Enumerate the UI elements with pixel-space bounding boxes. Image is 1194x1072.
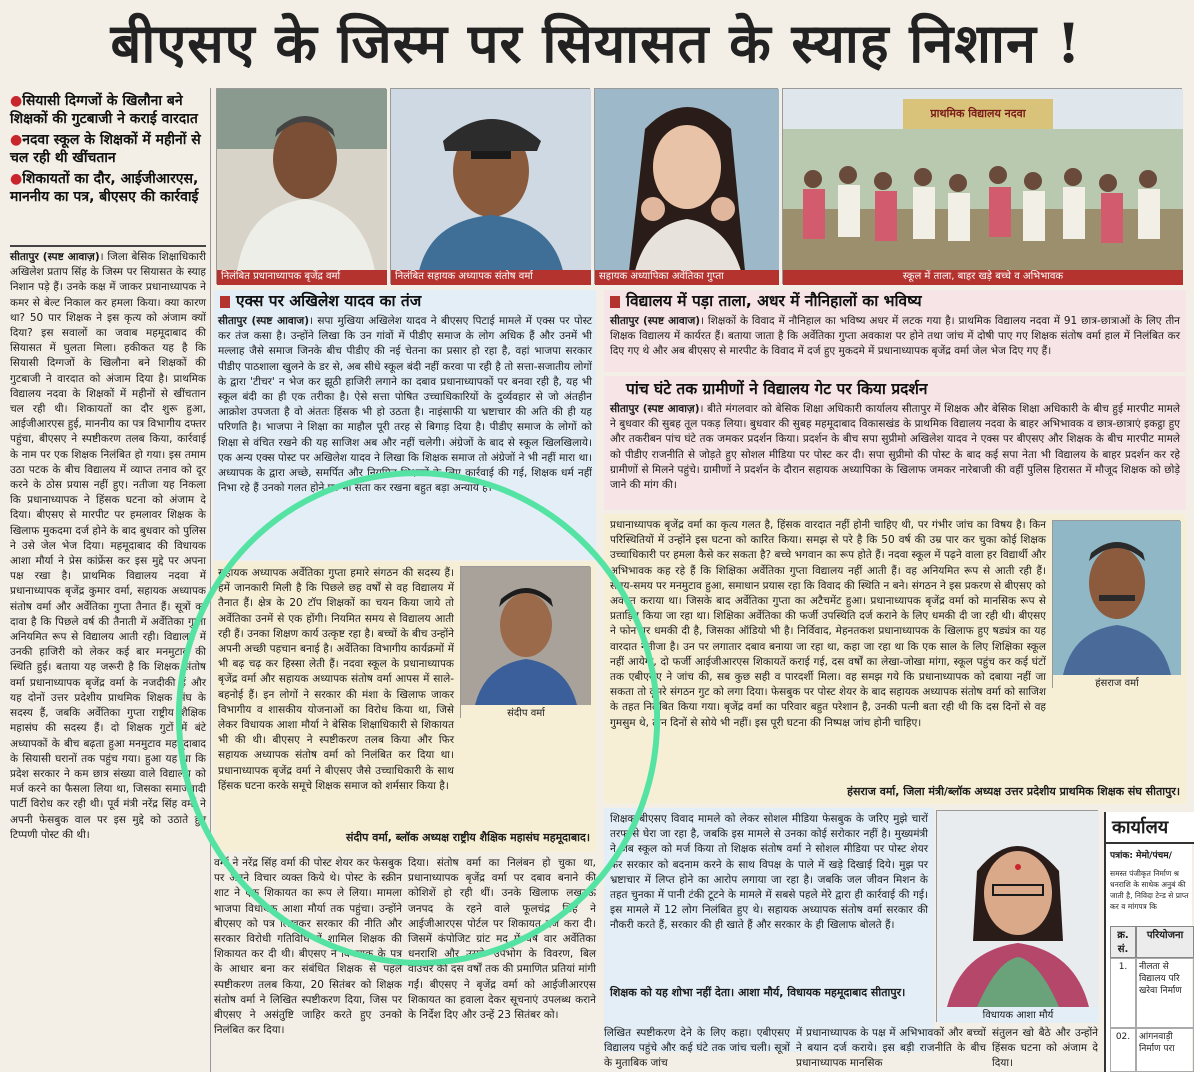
lock-article <box>610 314 1180 370</box>
asha-quote: शिक्षक को यह शोभा नहीं देता। आशा मौर्य, विधायक महमूदाबाद सीतापुर। <box>610 986 906 999</box>
sidebar-title: कार्यालय <box>1106 812 1194 844</box>
table-cell: 1. <box>1110 958 1136 1028</box>
continuation-column-1: वर्मा ने नरेंद्र सिंह वर्मा की पोस्ट शेयर कर फेसबुक पर अपने विचार व्यक्त किये थे। पोस्ट के स्क्रीन शाट ने एक शिकायत का रूप ले लिया। मामला भाजपा विधायक आशा मौर्या तक पहुंचा। उन्होंने बीएसए को पत्र लिखकर सरकार की नीति और सरकार विरोधी गतिविधि में शामिल शिक्षक की शिकायत कर दी थी। बीएसए ने विधायक के पत्र के आधार बना कर संबंधित शिक्षक से पहले स्पष्टीकरण तलब किया, 20 सितंबर को शिक्षक संतोष वर्मा ने लिखित स्पष्टीकरण दिया, जिस पर बीएसए ने असंतुष्टि जाहिर करते हुए उनको निलंबित कर दिया। <box>214 857 402 1037</box>
table-cell: आंगनवाड़ी निर्माण परा <box>1136 1028 1194 1072</box>
hansraj-signature: हंसराज वर्मा, जिला मंत्री/ब्लॉक अध्यक्ष उत्तर प्रदेशीय प्राथमिक शिक्षक संघ सीतापुर। <box>847 785 1180 798</box>
table-cell: 02. <box>1110 1028 1136 1072</box>
quote-text: शिक्षक-बीएसए विवाद मामले को लेकर सोशल मीडिया फेसबुक के जरिए मुझे चारों तरफ से घेरा जा रहा है, जबकि इस मामले से उनका कोई सरोकार नहीं है। मुख्यमंत्री ने जब स्कूल को मर्ज किया तो शिक्षक संतोष वर्मा ने सोशल मीडिया पर पोस्ट शेयर कर सरकार को बदनाम करने के साथ विपक्ष के पाले में खड़े दिखाई दिये। मुझ पर भ्रष्टाचार में लिप्त होने का आरोप लगाया जा रहा है। जबकि जल जीवन मिशन के तहत चुनका में पानी टंकी टूटने के मामले में सबसे पहले मेरे द्वारा ही कार्रवाई की गई। इस मामले में 12 लोग निलंबित हुए थे। सहायक अध्यापक संतोष वर्मा सरकार की नौकरी करते हैं, सरकार की ही खाते हैं और सरकार के ही खिलाफ बोलते हैं। <box>610 813 928 932</box>
photo-hansraj <box>1052 520 1180 688</box>
article-text: । बीते मंगलवार को बेसिक शिक्षा अधिकारी कार्यालय सीतापुर में शिक्षक और बेसिक शिक्षा अधिकारी के बीच हुई मारपीट मामले ने बुधवार की सुबह तूल पकड़ लिया। बुधवार की सुबह महमूदाबाद विकासखंड के प्राथमिक विद्यालय नदवा के बाहर अभिभावक व छात्र-छात्राएं इकट्ठा हुए और तकरीबन पांच घंटे तक जमकर प्रदर्शन किया। प्रदर्शन के बीच सपा सुप्रीमो अखिलेश यादव ने एक्स पर बीएसए और शिक्षक के बीच मारपीट मामले को पीडीए राजनीति से जोड़ते हुए सोशल मीडिया पर पोस्ट कर दी। सपा सुप्रीमो की पोस्ट के बाद कई सपा नेता भी विद्यालय के बाहर प्रदर्शन कर रहे ग्रामीणों से मिलने पहुंचे। ग्रामीणों ने प्रदर्शन के दौरान सहायक अध्यापिका के खिलाफ जमकर नारेबाजी की वहीं पुलिस हिरासत में मौजूद शिक्षक को छोड़े जाने की मांग की। <box>610 403 1180 492</box>
photo-caption: सहायक अध्यापिका अर्वेतिका गुप्ता <box>595 270 779 285</box>
highlight-item: ●सियासी दिग्गजों के खिलौना बने शिक्षकों की गुटबाजी ने कराई वारदात <box>10 93 198 127</box>
table-cell: नीलता से विद्यालय परि खरेवा निर्माण <box>1136 958 1194 1028</box>
portrait-image <box>937 811 1099 1007</box>
article-text: । शिक्षकों के विवाद में नौनिहाल का भविष्य अधर में लटक गया है। प्राथमिक विद्यालय नदवा में 91 छात्र-छात्राओं के लिए तीन शिक्षक विद्यालय में कार्यरत हैं। बताया जाता है कि अर्वेतिका गुप्ता अवकाश पर होने तथा जांच में दोषी पाए गए शिक्षक संतोष वर्मा हाल में निलंबित कर दिए गए थे और अब बीएसए से मारपीट के विवाद में दर्ज हुए मुकदमे में प्रधानाध्यापक बृजेंद्र वर्मा जेल भेज दिए गए हैं। <box>610 315 1180 358</box>
table-header: परियोजना <box>1136 926 1194 958</box>
bottom-column-3: संतुलन खो बैठे और उन्होंने हिंसक घटना को अंजाम दे दिया। <box>992 1027 1098 1070</box>
highlights <box>10 92 205 242</box>
dateline: सीतापुर (स्पष्ट आवाज़) <box>610 403 700 415</box>
photo-asha <box>936 810 1098 1022</box>
photo-school-protest <box>782 88 1182 284</box>
photo-caption: स्कूल में ताला, बाहर खड़े बच्चे व अभिभावक <box>783 270 1183 285</box>
akhilesh-heading: एक्स पर अखिलेश यादव का तंज <box>236 292 422 310</box>
quote-text: सहायक अध्यापक अर्वेतिका गुप्ता हमारे संगठन की सदस्य हैं। हमें जानकारी मिली है कि पिछले छह वर्षों से वह विद्यालय में तैनात हैं। क्षेत्र के 20 टॉप शिक्षकों का चयन किया जाये तो अर्वेतिका उनमें से एक होंगी। नियमित समय से विद्यालय आती रही हैं। उनका शिक्षण कार्य उत्कृष्ट रहा है। बच्चों के बीच उन्होंने अपनी अच्छी पहचान बनाई है। अर्वेतिका विभागीय कार्यक्रमों में भी बढ़ चढ़ कर हिस्सा लेती हैं। नदवा स्कूल के प्रधानाध्यापक बृजेंद्र वर्मा और सहायक अध्यापक संतोष वर्मा आपस में साले-बहनोई हैं। इन लोगों ने सरकार की मंशा के खिलाफ जाकर विभागीय व शासकीय योजनाओं का विरोध किया था, जिसे लेकर विधायक आशा मौर्या ने बेसिक शिक्षाधिकारी से शिकायत भी की थी। बीएसए ने स्पष्टीकरण तलब किया और फिर सहायक अध्यापक संतोष वर्मा को निलंबित कर दिया था। प्रधानाध्यापक बृजेंद्र वर्मा ने बीएसए जैसे उच्चाधिकारी के साथ हिंसक घटना करके समूचे शिक्षक समाज को शर्मसार किया है। <box>218 567 454 792</box>
lock-heading: विद्यालय में पड़ा ताला, अधर में नौनिहालों का भविष्य <box>626 292 922 310</box>
table-header: क्र. सं. <box>1110 926 1136 958</box>
photo-caption: निलंबित सहायक अध्यापक संतोष वर्मा <box>391 270 591 285</box>
photo-caption: संदीप वर्मा <box>461 705 591 719</box>
photo-headmaster <box>216 88 386 284</box>
portrait-image <box>595 89 779 271</box>
column-rule <box>210 88 211 1072</box>
photo-caption: निलंबित प्रधानाध्यापक बृजेंद्र वर्मा <box>217 270 387 285</box>
portrait-image <box>1053 521 1181 675</box>
bullet-icon: ● <box>10 132 23 148</box>
highlight-item: ●शिकायतों का दौर, आईजीआरएस, माननीय का पत्र, बीएसए की कार्रवाई <box>10 171 199 205</box>
portrait-image <box>217 89 387 271</box>
quote-text: प्रधानाध्यापक बृजेंद्र वर्मा का कृत्य गलत है, हिंसक वारदात नहीं होनी चाहिए थी, पर गंभीर जांच का विषय है। किन परिस्थितियों में उन्होंने इस घटना को कारित किया। समझ से परे है कि 50 वर्ष की उम्र पार कर चुका कोई शिक्षक उच्चाधिकारी पर हमला कैसे कर सकता है? बच्चे भगवान का रूप होते हैं। नदवा स्कूल में पढ़ने वाला हर विद्यार्थी और अभिभावक कह रहे हैं कि शिक्षिका अर्वेतिका गुप्ता विद्यालय नहीं आती हैं। वह अनियमित रूप से आती रही हैं। समय-समय पर मनमुटाव हुआ, समाधान प्रयास रहा कि विवाद की स्थिति न बने। संगठन ने इस प्रकरण से बीएसए को अवगत कराया था। जिसके बाद अर्वेतिका गुप्ता का अटैचमेंट हुआ। प्रधानाध्यापक बृजेंद्र वर्मा को मानसिक रूप से प्रताड़ित किया जा रहा था। शिक्षिका अर्वेतिका की फर्जी उपस्थिति दर्ज कराने के लिए धमकी दी जा रही थी। बीएसए ने फोन पर धमकी दी है, जिसका ऑडियो भी है। निर्विवाद, मेहनतकश प्रधानाध्यापक के खिलाफ हुए षड्यंत्र का यह वारदात नतीजा है। उन पर लगातार दबाव बनाया जा रहा था, कहा जा रहा था कि एक साल के लिए शिक्षिका स्कूल नहीं आयेगी, दो फर्जी आईजीआरएस शिकायतें कराई गई, दस वर्षों का लेखा-जोखा मांगा, स्कूल पहुंच कर कई घंटों तक एबीएसए ने जांच की, सब कुछ सही व पारदर्शी मिला। वह समझ गये कि प्रधानाध्यापक को दबाया नहीं जा सकता तो दूसरे संगठन गुट को लगा दिया। फेसबुक पर पोस्ट शेयर के बाद सहायक अध्यापक संतोष वर्मा को साजिश के तहत निलंबित किया गया। बृजेंद्र वर्मा का परिवार बहुत परेशान है, उनकी पत्नी बता रही थी कि दस दिनों से वह गुमसुम थे, तीन दिनों से सोये भी नहीं। इस पूरी घटना की निष्पक्ष जांच होनी चाहिए। <box>610 519 1046 729</box>
protest-article <box>610 402 1180 508</box>
article-text: । सपा मुखिया अखिलेश यादव ने बीएसए पिटाई मामले में एक्स पर पोस्ट कर तंज कसा है। उन्होंने लिखा कि उन गांवों में पीडीए समाज के लोग अधिक हैं और उनमें भी मल्लाह जैसे समाज जिनके बीच पीडीए की नई चेतना का प्रसार हो रहा है, वहां भाजपा सरकार पीडीए पाठशाला खुलने के डर से, अब सीधे स्कूल बंदी नहीं करवा पा रही है तो सत्ता-सजातीय लोगों के द्वारा 'टीचर' न भेज कर झूठी हाजिरी लगाने का दबाव प्रधानाध्यापकों पर बनवा रही है, यह भी स्कूल बंदी का ही एक तरीका है। ऐसे सत्ता पोषित उच्चाधिकारियों के दुर्व्यवहार से जो अंतहीन आक्रोश उपजता है वो अंततः हिंसक भी हो उठता है। नाइंसाफी या भ्रष्टाचार की अति की ही यह परिणति है। भाजपा ने शिक्षा का माहौल पूरी तरह से बिगाड़ दिया है। पीडीए समाज के लोगों को शिक्षा से वंचित रखने की यह साजिश अब और नहीं चलेगी। अंग्रेजों के बाद से स्कूल खिलखिलाये। एक अन्य एक्स पोस्ट पर अखिलेश यादव ने लिखा कि शिक्षक समाज तो अंग्रेजों ने भी नहीं मारा था। अध्यापक के द्वारा अच्छे, समर्पित और नियमित शिक्षकों के लिए कार्रवाई की गई, शिक्षक धर्म नहीं निभा रहे हैं उनको गलत होने पर भी सता कर रखना बहुत बड़ा अन्याय है। <box>218 315 593 495</box>
headline: बीएसए के जिस्म पर सियासत के स्याह निशान ! <box>110 11 1082 75</box>
sidebar-text: समस्त पंजीकृत निर्माण श्र धनराशि के साथेक अनुबं की जाती है, निविदा टेन्ड से प्राप्त कर व मांगपत्र कि <box>1110 869 1189 911</box>
dateline: सीतापुर (स्पष्ट आवाज) <box>218 315 310 327</box>
sidebar-sub: पत्रांक: मेमो/पंचम/ <box>1110 851 1172 861</box>
photo-caption: हंसराज वर्मा <box>1053 675 1181 689</box>
school-sign: प्राथमिक विद्यालय नदवा <box>930 107 1026 120</box>
article-text: । जिला बेसिक शिक्षाधिकारी अखिलेश प्रताप सिंह के जिस्म पर सियासत के स्याह निशान पड़े हैं। उनके कक्ष में जाकर प्रधानाध्यापक ने कमर से बेल्ट निकाल कर हमला किया। क्या कारण था? 50 पार शिक्षक ने इस कृत्य को अंजाम क्यों दिया? इस सवालों का जवाब महमूदाबाद की सियासत में घुलता मिला। हकीकत यह है कि सियासी दिग्गजों के खिलौना बने शिक्षकों की गुटबाजी ने वारदात को अंजाम दिया है। प्राथमिक विद्यालय नदवा के शिक्षकों में महीनों से खींचतान चल रही थी। शिकायतों का दौर शुरू हुआ, आईजीआरएस हुई, माननीय का पत्र विभागीय दफ्तर पहुंचा, बीएसए ने स्पष्टीकरण तलब किया, कार्रवाई के नाम पर एक शिक्षक निलंबित हो गया। इस तमाम उठा पटक के बीच विद्यालय में व्याप्त तनाव को दूर करने के ठोस प्रयास नहीं हुए। नतीजा यह निकला कि प्रधानाध्यापक ने हिंसक घटना को अंजाम दे दिया। बीएसए से मारपीट पर हमलावर शिक्षक के खिलाफ मुकदमा दर्ज होने के बाद बुधवार को पुलिस ने उसे जेल भेज दिया। महमूदाबाद की विधायक आशा मौर्या ने प्रेस कांफ्रेंस कर इस मुद्दे पर अपना पक्ष रखा है। प्राथमिक विद्यालय नदवा में प्रधानाध्यापक बृजेंद्र कुमार वर्मा, सहायक अध्यापक संतोष वर्मा और अर्वेतिका गुप्ता तैनात हैं। सूत्रों का दावा है कि पिछले वर्ष की तैनाती में अर्वेतिका गुप्ता अनियमित रूप से विद्यालय आती रही। विद्यालय में उनकी हाजिरी को लेकर कई बार मनमुटाव की स्थिति हुई। बताया यह जरूरी है कि शिक्षक संतोष वर्मा प्रधानाध्यापक बृजेंद्र वर्मा के नजदीकी हैं और यह दोनों उत्तर प्रदेशीय प्राथमिक शिक्षक संघ के सदस्य हैं, जबकि अर्वेतिका गुप्ता राष्ट्रीय शैक्षिक महासंघ की सदस्य हैं। दो शिक्षक गुटों में बंटे अध्यापकों के बीच बढ़ता हुआ मनमुटाव महमूदाबाद के सियासी घरानों तक पहुंच गया। हुआ यह था कि प्रदेश सरकार ने कम छात्र संख्या वाले विद्यालय को मर्ज करने का फैसला लिया था, जिसका समाजवादी पार्टी विरोध कर रही थी। पूर्व मंत्री नरेंद्र सिंह वर्मा ने अपनी फेसबुक वाल पर इस मुद्दे को उठाते हुए टिप्पणी पोस्ट की थी। <box>10 251 206 841</box>
notice-sidebar <box>1104 812 1192 1072</box>
dateline: सीतापुर (स्पष्ट आवाज) <box>610 315 701 327</box>
bullet-icon: ● <box>10 171 23 187</box>
heading-marker <box>610 296 620 308</box>
bullet-icon: ● <box>10 93 23 109</box>
asha-article <box>610 812 928 980</box>
portrait-image <box>391 89 591 271</box>
continuation-column-2: दिया। संतोष वर्मा का निलंबन हो चुका था, प्रधानाध्यापक बृजेंद्र वर्मा पर दबाव बनाने की कोशिशें हो रही थीं। उनके खिलाफ लखनऊ जनपद के रहने वाले फूलचंद्र सिंह ने आईजीआरएस पोर्टल पर शिकायत दर्ज करा दी। जिसमें कंपोजिट ग्रांट मद में वर्ष वार अर्वेतिका धनराशि और उसके उपभोग के विवरण, बिल वाउचर की दस वर्षों तक की प्रमाणित प्रतियां मांगी गईं। बीएसए ने बृजेंद्र वर्मा को आईजीआरएस शिकायत का हवाला देकर सूचनाएं उपलब्ध कराने के निर्देश दिए और उन्हें 23 सितंबर को। <box>408 857 596 1022</box>
left-column-article <box>10 250 206 1072</box>
photo-caption: विधायक आशा मौर्य <box>937 1007 1099 1023</box>
bottom-column-1: लिखित स्पष्टीकरण देने के लिए कहा। एबीएसए विद्यालय पहुंचे और कई घंटे तक जांच चली। सूत्रों के मुताबिक जांच <box>604 1027 790 1070</box>
photo-santosh <box>390 88 590 284</box>
divider <box>10 245 206 247</box>
hansraj-article <box>610 518 1046 782</box>
dateline: सीतापुर (स्पष्ट आवाज़) <box>10 251 100 263</box>
heading-marker <box>220 296 230 308</box>
protest-heading: पांच घंटे तक ग्रामीणों ने विद्यालय गेट पर किया प्रदर्शन <box>626 380 928 398</box>
photo-teacher <box>594 88 778 284</box>
highlight-item: ●नदवा स्कूल के शिक्षकों में महीनों से चल रही थी खींचतान <box>10 132 201 166</box>
bottom-column-2: में प्रधानाध्यापक के पक्ष में अभिभावकों और बच्चों ने बयान दर्ज कराये। इस बड़ी राजनीति के बीच प्रधानाध्यापक मानसिक <box>796 1027 986 1070</box>
sandeep-signature: संदीप वर्मा, ब्लॉक अध्यक्ष राष्ट्रीय शैक्षिक महासंघ महमूदाबाद। <box>346 831 590 844</box>
